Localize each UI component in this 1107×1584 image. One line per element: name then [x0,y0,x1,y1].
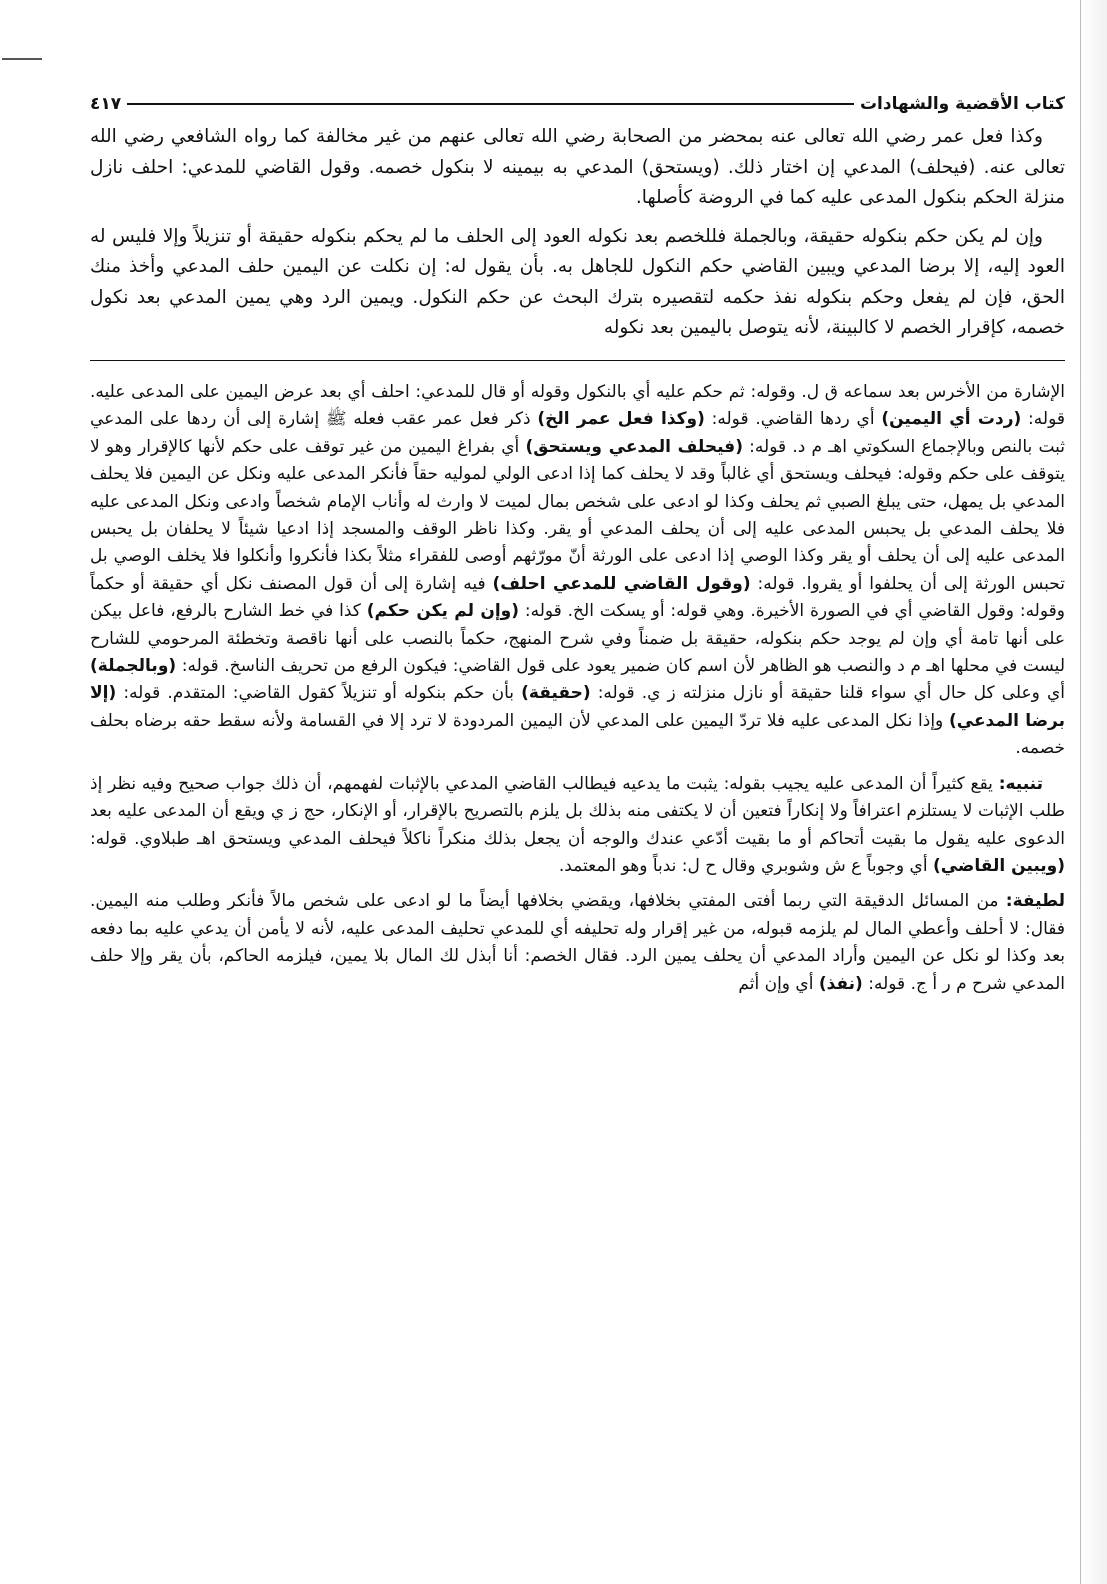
book-page [90,86,1065,1536]
commentary-text: من المسائل الدقيقة التي ربما أفتى المفتي بخلافها، ويقضي بخلافها أيضاً ما لو ادعى على شخص مالاً فأنكر وطلب منه اليمين. فقال: لا أحلف وأعطي المال لم يلزمه قبوله، من غير إقرار وله تحليفه أي للمدعي تحليف المدعى عليه، لأنه لا يأمن أن يدعي عليه بما دفعه بعد وكذا لو نكل عن اليمين وأراد المدعي أن يحلف يمين الرد. فقال الخصم: أنا أبذل لك المال بلا يمين، فيلزمه الحاكم، بأن يقر وإلا حلف المدعي شرح م ر أ ج. قوله: [90,891,1065,994]
commentary-text: أي وجوباً ع ش وشوبري وقال ح ل: ندباً وهو المعتمد. [558,855,933,876]
footnote-separator [90,360,1065,362]
commentary-keyword: (فيحلف المدعي ويستحق) [525,436,743,457]
book-title: كتاب الأقضية والشهادات [859,94,1065,114]
commentary-text: بأن حكم بنكوله أو تنزيلاً كقول القاضي: المتقدم. قوله: [116,683,522,704]
main-paragraph: وإن لم يكن حكم بنكوله حقيقة، وبالجملة فللخصم بعد نكوله العود إلى الحلف ما لم يحكم بنكوله حقيقة أو تنزيلاً وإلا فليس له العود إليه، إلا برضا المدعي ويبين القاضي حكم النكول للجاهل به. بأن يقول له: إن نكلت عن اليمين حلف المدعي وأخذ منك الحق، فإن لم يفعل وحكم بنكوله نفذ حكمه لتقصيره بترك البحث عن حكم النكول. ويمين الرد وهي يمين المدعي بعد نكول خصمه، كإقرار الخصم لا كالبينة، لأنه يتوصل باليمين بعد نكوله [90,225,1065,338]
commentary-text: أي بفراغ اليمين من غير توقف على حكم لأنها كالإقرار وهو لا يتوقف على حكم وقوله: فيحلف ويستحق أي غالباً وقد لا يحلف كما إذا ادعى الولي لموليه حقاً فأنكر المدعى عليه ونكل عن اليمين فلا يحلف المدعي بل يمهل، حتى يبلغ الصبي ثم يحلف وكذا لو ادعى على شخص بمال لميت لا وارث له وأناب الإمام شخصاً وادعى ونكل المدعى عليه فلا يحلف المدعي بل يحبس المدعى عليه إلى أن يحلف المدعي أو يقر. وكذا ناظر الوقف والمسجد إذا ادعيا شيئاً لا يحلفان بل يحبس المدعى عليه إلى أن يحلف أو يقر وكذا الوصي إذا ادعى على الورثة أنّ مورّثهم أوصى للفقراء مثلاً بكذا فأنكروا وأنكلوا فلا يخلف الوصي بل تحبس الورثة إلى أن يحلفوا أو يقروا. قوله: [90,436,1065,594]
commentary-keyword: (وإن لم يكن حكم) [366,601,520,622]
scan-artifact-mark [2,58,42,60]
commentary-keyword: (وكذا فعل عمر الخ) [537,409,705,430]
commentary-text: كذا في خط الشارح بالرفع، فاعل بيكن على أنها تامة أي وإن لم يوجد حكم بنكوله، حقيقة بل ضمناً وفي شرح المنهج، حكماً بالنصب على أنها ناقصة وتخطئة المرحومي للشارح ليست في محلها اهـ م د والنصب هو الظاهر لأن اسم كان ضمير يعود على قول القاضي: فيكون الرفع من تحريف الناسخ. قوله: [90,601,1065,677]
commentary-keyword: (ردت أي اليمين) [881,409,1022,430]
commentary-paragraph [90,771,1065,881]
commentary-keyword: (وبالجملة) [90,656,177,677]
header-rule [127,103,854,105]
commentary-text: الإشارة من الأخرس بعد سماعه ق ل. وقوله: ثم حكم عليه أي بالنكول وقوله أو قال للمدعي: احلف أي بعد عرض اليمين على المدعى عليه. قوله: [90,382,1065,430]
commentary-text: أي وعلى كل حال أي سواء قلنا حقيقة أو نازل منزلته ز ي. قوله: [590,683,1065,704]
commentary-keyword: (حقيقة) [521,683,591,704]
commentary-keyword: (ويبين القاضي) [932,855,1065,876]
main-paragraph: وكذا فعل عمر رضي الله تعالى عنه بمحضر من الصحابة رضي الله تعالى عنهم من غير مخالفة كما رواه الشافعي رضي الله تعالى عنه. (فيحلف) المدعي إن اختار ذلك. (ويستحق) المدعي به بيمينه لا بنكول خصمه. وقول القاضي للمدعي: احلف نازل منزلة الحكم بنكول المدعى عليه كما في الروضة كأصلها. [90,126,1065,208]
commentary-keyword: لطيفة: [1005,891,1065,912]
commentary-paragraph [90,379,1065,763]
commentary-text: أي ردها القاضي. قوله: [704,409,882,430]
commentary-keyword: (نفذ) [818,973,863,994]
commentary-text: ذكر فعل عمر عقب فعله ﷺ إشارة إلى أن ردها على المدعي ثبت بالنص وبالإجماع السكوتي اهـ م د. قوله: [90,409,1065,457]
commentary-keyword: (وقول القاضي للمدعي احلف) [492,573,751,594]
commentary-text: وإذا نكل المدعى عليه فلا تردّ اليمين على المدعي لأن اليمين المردودة لا ترد إلا في القسامة ولأنه سقط حقه برضاه بحلف خصمه. [90,710,1065,759]
running-header [90,86,1065,122]
page-number: ٤١٧ [90,94,122,114]
main-text [90,122,1065,344]
commentary-text: أي وإن أثم [738,973,819,994]
commentary-keyword: تنبيه: [998,773,1043,794]
commentary-text: فيه إشارة إلى أن قول المصنف نكل أي حقيقة أو حكماً وقوله: وقول القاضي أي في الصورة الأخيرة. وهي قوله: أو يسكت الخ. قوله: [90,573,1065,622]
commentary-text: يقع كثيراً أن المدعى عليه يجيب بقوله: يثبت ما يدعيه فيطالب القاضي المدعي بالإثبات لفهمهم، أن ذلك جواب صحيح وفيه نظر إذ طلب الإثبات لا يستلزم اعترافاً ولا إنكاراً فتعين أن لا يكتفى منه بذلك بل يلزم بالتصريح بالإقرار، أو الإنكار، حج ز ي ويقع أن المدعى عليه بعد الدعوى عليه يقول ما بقيت أتحاكم أو ما بقيت أدّعي عندك والوجه أن يجعل بذلك منكراً ناكلاً فيحلف المدعي ويستحق اهـ طبلاوي. قوله: [90,773,1065,849]
commentary-paragraph [90,888,1065,998]
commentary-keyword: (إلا برضا المدعي) [90,683,1065,731]
commentary-section [90,379,1065,998]
page-binding-edge [1080,0,1107,1584]
